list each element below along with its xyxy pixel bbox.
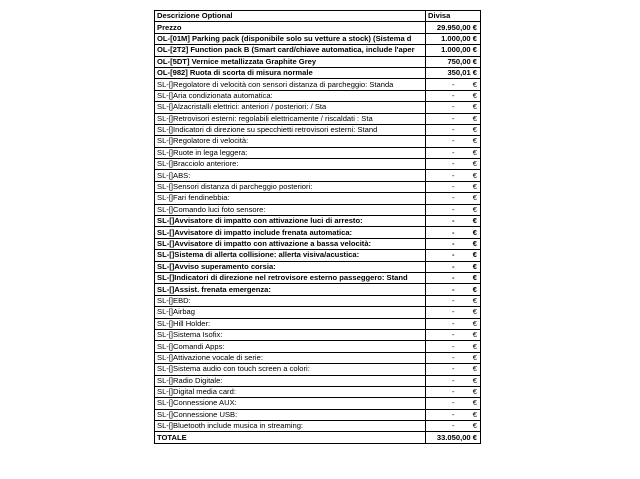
row-currency: € — [472, 79, 477, 89]
row-value — [426, 170, 481, 181]
row-currency: € — [472, 273, 477, 283]
row-description: SL-[]Fari fendinebbia: — [155, 193, 426, 204]
row-dash: - — [452, 90, 455, 100]
row-description: OL-[2T2] Function pack B (Smart card/chiave automatica, include l'aper — [155, 45, 426, 56]
row-value — [426, 421, 481, 432]
table-row — [155, 124, 481, 135]
row-description: OL-[5DT] Vernice metallizzata Graphite Grey — [155, 56, 426, 67]
row-value — [426, 375, 481, 386]
row-description: SL-[]Sistema audio con touch screen a colori: — [155, 364, 426, 375]
row-dash: - — [452, 204, 455, 214]
row-value — [426, 284, 481, 295]
row-currency: € — [472, 250, 477, 260]
row-description: SL-[]ABS: — [155, 170, 426, 181]
row-value — [426, 136, 481, 147]
row-description: SL-[]Indicatori di direzione nel retrovisore esterno passeggero: Stand — [155, 272, 426, 283]
row-dash: - — [452, 182, 455, 192]
table-row — [155, 227, 481, 238]
row-description: SL-[]Retrovisori esterni: regolabili elettricamente / riscaldati : Sta — [155, 113, 426, 124]
row-currency: € — [472, 330, 477, 340]
table-row — [155, 56, 481, 67]
row-currency: € — [472, 159, 477, 169]
table-row — [155, 352, 481, 363]
row-dash: - — [452, 113, 455, 123]
table-row — [155, 261, 481, 272]
row-currency: € — [472, 387, 477, 397]
row-dash: - — [452, 421, 455, 431]
row-value — [426, 147, 481, 158]
row-currency: € — [472, 409, 477, 419]
row-description: OL-[01M] Parking pack (disponibile solo su vetture a stock) (Sistema d — [155, 33, 426, 44]
row-value — [426, 398, 481, 409]
table-row — [155, 295, 481, 306]
row-amount: 1.000,00 € — [441, 45, 477, 55]
table-row — [155, 250, 481, 261]
table-row — [155, 22, 481, 33]
row-value — [426, 432, 481, 443]
row-currency: € — [472, 318, 477, 328]
row-dash: - — [452, 261, 455, 271]
row-value — [426, 352, 481, 363]
row-dash: - — [452, 102, 455, 112]
row-value — [426, 90, 481, 101]
header-description: Descrizione Optional — [155, 11, 426, 22]
table-row — [155, 90, 481, 101]
row-value — [426, 329, 481, 340]
row-description: SL-[]Aria condizionata automatica: — [155, 90, 426, 101]
row-value — [426, 272, 481, 283]
row-value — [426, 227, 481, 238]
row-description: SL-[]Digital media card: — [155, 386, 426, 397]
table-row — [155, 307, 481, 318]
row-description: SL-[]Bluetooth include musica in streaming: — [155, 421, 426, 432]
row-description: SL-[]Connessione USB: — [155, 409, 426, 420]
table-row — [155, 79, 481, 90]
row-currency: € — [472, 102, 477, 112]
row-currency: € — [472, 147, 477, 157]
table-row — [155, 216, 481, 227]
table-header-row — [155, 11, 481, 22]
row-dash: - — [452, 273, 455, 283]
row-value — [426, 364, 481, 375]
row-currency: € — [472, 261, 477, 271]
table-row — [155, 329, 481, 340]
row-value — [426, 124, 481, 135]
table-row — [155, 45, 481, 56]
row-description: SL-[]Avviso superamento corsia: — [155, 261, 426, 272]
table-row — [155, 238, 481, 249]
row-description: SL-[]Avvisatore di impatto con attivazione luci di arresto: — [155, 216, 426, 227]
row-value — [426, 102, 481, 113]
row-value — [426, 56, 481, 67]
row-value — [426, 181, 481, 192]
table-row — [155, 67, 481, 78]
row-description: SL-[]Sensori distanza di parcheggio posteriori: — [155, 181, 426, 192]
row-dash: - — [452, 330, 455, 340]
row-dash: - — [452, 239, 455, 248]
row-description: SL-[]Regolatore di velocità con sensori distanza di parcheggio: Standa — [155, 79, 426, 90]
row-amount: 1.000,00 € — [441, 33, 477, 43]
row-currency: € — [472, 182, 477, 192]
row-amount: 33.050,00 € — [436, 432, 477, 442]
row-value — [426, 307, 481, 318]
table-row — [155, 398, 481, 409]
row-value — [426, 67, 481, 78]
row-currency: € — [472, 170, 477, 180]
table-row — [155, 386, 481, 397]
row-dash: - — [452, 307, 455, 317]
optional-price-table — [154, 10, 481, 444]
row-description: SL-[]Attivazione vocale di serie: — [155, 352, 426, 363]
row-value — [426, 216, 481, 227]
row-value — [426, 22, 481, 33]
row-dash: - — [452, 318, 455, 328]
row-description: SL-[]Assist. frenata emergenza: — [155, 284, 426, 295]
row-description: SL-[]EBD: — [155, 295, 426, 306]
row-currency: € — [472, 398, 477, 408]
table-row — [155, 193, 481, 204]
table-row — [155, 284, 481, 295]
row-description: SL-[]Ruote in lega leggera: — [155, 147, 426, 158]
row-value — [426, 45, 481, 56]
row-dash: - — [452, 364, 455, 374]
table-row — [155, 147, 481, 158]
row-currency: € — [472, 375, 477, 385]
table-row — [155, 432, 481, 443]
row-value — [426, 79, 481, 90]
row-currency: € — [472, 193, 477, 203]
row-value — [426, 238, 481, 249]
row-dash: - — [452, 352, 455, 362]
table-row — [155, 364, 481, 375]
row-description: Prezzo — [155, 22, 426, 33]
row-value — [426, 409, 481, 420]
table-row — [155, 159, 481, 170]
row-amount: 29.950,00 € — [436, 22, 477, 32]
row-currency: € — [472, 421, 477, 431]
row-amount: 750,00 € — [447, 56, 477, 66]
row-description: SL-[]Connessione AUX: — [155, 398, 426, 409]
row-dash: - — [452, 375, 455, 385]
row-description: TOTALE — [155, 432, 426, 443]
row-currency: € — [472, 352, 477, 362]
table-row — [155, 272, 481, 283]
table-row — [155, 102, 481, 113]
row-dash: - — [452, 227, 455, 237]
row-currency: € — [472, 227, 477, 237]
row-currency: € — [472, 216, 477, 226]
row-value — [426, 295, 481, 306]
row-currency: € — [472, 364, 477, 374]
row-value — [426, 193, 481, 204]
row-description: SL-[]Sistema di allerta collisione: allerta visiva/acustica: — [155, 250, 426, 261]
table-row — [155, 33, 481, 44]
header-currency: Divisa — [426, 11, 481, 22]
row-amount: 350,01 € — [447, 68, 477, 78]
row-dash: - — [452, 341, 455, 351]
row-description: SL-[]Sistema Isofix: — [155, 329, 426, 340]
row-description: SL-[]Hill Holder: — [155, 318, 426, 329]
row-dash: - — [452, 216, 455, 226]
table-row — [155, 170, 481, 181]
table-row — [155, 204, 481, 215]
row-currency: € — [472, 136, 477, 146]
row-dash: - — [452, 387, 455, 397]
table-row — [155, 409, 481, 420]
row-description: SL-[]Avvisatore di impatto include frenata automatica: — [155, 227, 426, 238]
row-dash: - — [452, 125, 455, 135]
row-currency: € — [472, 284, 477, 294]
row-dash: - — [452, 284, 455, 294]
row-dash: - — [452, 250, 455, 260]
row-currency: € — [472, 204, 477, 214]
row-value — [426, 159, 481, 170]
row-value — [426, 204, 481, 215]
row-description: OL-[982] Ruota di scorta di misura normale — [155, 67, 426, 78]
row-dash: - — [452, 193, 455, 203]
row-value — [426, 341, 481, 352]
row-currency: € — [472, 307, 477, 317]
row-description: SL-[]Bracciolo anteriore: — [155, 159, 426, 170]
table-body — [155, 11, 481, 444]
row-value — [426, 33, 481, 44]
row-description: SL-[]Comando luci foto sensore: — [155, 204, 426, 215]
row-currency: € — [472, 341, 477, 351]
table-row — [155, 113, 481, 124]
row-dash: - — [452, 136, 455, 146]
row-description: SL-[]Comandi Apps: — [155, 341, 426, 352]
table-row — [155, 341, 481, 352]
row-dash: - — [452, 170, 455, 180]
table-row — [155, 318, 481, 329]
table-row — [155, 375, 481, 386]
row-value — [426, 386, 481, 397]
table-row — [155, 421, 481, 432]
row-dash: - — [452, 398, 455, 408]
row-description: SL-[]Airbag — [155, 307, 426, 318]
row-dash: - — [452, 409, 455, 419]
row-value — [426, 261, 481, 272]
row-currency: € — [472, 295, 477, 305]
row-currency: € — [472, 239, 477, 248]
row-dash: - — [452, 79, 455, 89]
row-description: SL-[]Regolatore di velocità: — [155, 136, 426, 147]
row-currency: € — [472, 113, 477, 123]
row-description: SL-[]Radio Digitale: — [155, 375, 426, 386]
row-dash: - — [452, 295, 455, 305]
table-row — [155, 181, 481, 192]
row-description: SL-[]Avvisatore di impatto con attivazione a bassa velocità: — [155, 238, 426, 249]
row-value — [426, 250, 481, 261]
row-description: SL-[]Indicatori di direzione su specchietti retrovisori esterni: Stand — [155, 124, 426, 135]
row-description: SL-[]Alzacristalli elettrici: anteriori / posteriori: / Sta — [155, 102, 426, 113]
table-row — [155, 136, 481, 147]
row-dash: - — [452, 147, 455, 157]
row-currency: € — [472, 125, 477, 135]
row-value — [426, 113, 481, 124]
row-value — [426, 318, 481, 329]
row-dash: - — [452, 159, 455, 169]
row-currency: € — [472, 90, 477, 100]
